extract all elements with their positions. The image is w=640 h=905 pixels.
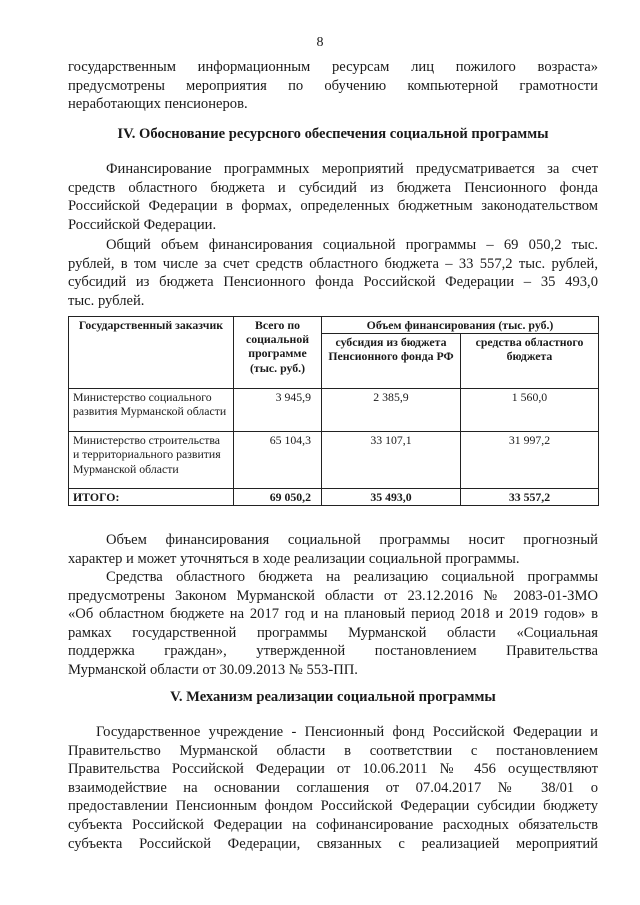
cell-total: 65 104,3 bbox=[234, 432, 322, 489]
cell-regional: 1 560,0 bbox=[461, 389, 599, 432]
text-line: государственным информационным ресурсам лиц пожилого возраста» bbox=[68, 59, 598, 75]
cell-pfr: 33 107,1 bbox=[322, 432, 461, 489]
text-line: «Об областном бюджете на 2017 год и на плановый период 2018 и 2019 годов» в bbox=[68, 606, 598, 623]
text-line: Средства областного бюджета на реализацию социальной программы bbox=[106, 569, 598, 585]
cell-total-pfr: 35 493,0 bbox=[322, 489, 461, 506]
text-line: Правительство Мурманской области в соответствии с постановлением bbox=[68, 742, 598, 759]
cell-total-sum: 69 050,2 bbox=[234, 489, 322, 506]
header-pfr: субсидия из бюджета Пенсионного фонда РФ bbox=[322, 334, 461, 389]
intro-paragraph bbox=[68, 58, 598, 114]
cell-pfr: 2 385,9 bbox=[322, 389, 461, 432]
text-line: Правительства Российской Федерации от 10.06.2011 № 456 осуществляют bbox=[68, 761, 598, 778]
text-line: субъекта Российской Федерации на софинансирование расходных обязательств bbox=[68, 816, 598, 833]
cell-regional: 31 997,2 bbox=[461, 432, 599, 489]
table-header-row bbox=[69, 317, 599, 334]
table-total-row bbox=[69, 489, 599, 506]
text-line: поддержка граждан», утвержденной постановлением Правительства bbox=[68, 643, 598, 660]
cell-total-label: ИТОГО: bbox=[69, 489, 234, 506]
regional-budget-paragraph bbox=[68, 568, 598, 680]
text-line: средств областного бюджета и субсидий из бюджета Пенсионного фонда bbox=[68, 179, 598, 196]
section-4-paragraph-1 bbox=[68, 160, 598, 234]
section-4-heading: IV. Обоснование ресурсного обеспечения социальной программы bbox=[117, 126, 549, 142]
text-line: субсидий из бюджета Пенсионного фонда Российской Федерации – 35 493,0 bbox=[68, 274, 598, 291]
text-line: субъекта Российской Федерации, связанных с реализацией мероприятий bbox=[68, 835, 598, 852]
section-5-paragraph-1 bbox=[68, 723, 598, 853]
cell-customer: Министерство социального развития Мурманской области bbox=[69, 389, 234, 432]
table-row bbox=[69, 432, 599, 489]
text-line: неработающих пенсионеров. bbox=[68, 96, 248, 113]
header-volume: Объем финансирования (тыс. руб.) bbox=[322, 317, 599, 334]
cell-total: 3 945,9 bbox=[234, 389, 322, 432]
text-line: характер и может уточняться в ходе реализации социальной программы. bbox=[68, 550, 520, 567]
text-line: взаимодействие на основании соглашения от 07.04.2017 № 38/01 о bbox=[68, 779, 598, 796]
text-line: рамках государственной программы Мурманской области «Социальная bbox=[68, 624, 598, 641]
cell-total-regional: 33 557,2 bbox=[461, 489, 599, 506]
text-line: предусмотрены Законом Мурманской области от 23.12.2016 № 2083-01-ЗМО bbox=[68, 587, 598, 604]
text-line: Государственное учреждение - Пенсионный фонд Российской Федерации и bbox=[96, 724, 598, 740]
text-line: Общий объем финансирования социальной программы – 69 050,2 тыс. bbox=[106, 237, 598, 253]
section-4-paragraph-2 bbox=[68, 236, 598, 310]
header-total: Всего по социальной программе (тыс. руб.) bbox=[234, 317, 322, 389]
text-line: Финансирование программных мероприятий предусматривается за счет bbox=[106, 161, 598, 177]
text-line: Объем финансирования социальной программы носит прогнозный bbox=[106, 532, 598, 548]
text-line: рублей, в том числе за счет средств областного бюджета – 33 557,2 тыс. рублей, bbox=[68, 255, 598, 272]
text-line: тыс. рублей. bbox=[68, 292, 145, 309]
header-regional: средства областного бюджета bbox=[461, 334, 599, 389]
page-number: 8 bbox=[316, 35, 324, 50]
financing-table bbox=[68, 316, 599, 506]
text-line: Российской Федерации. bbox=[68, 216, 217, 233]
text-line: Мурманской области от 30.09.2013 № 553-ПП. bbox=[68, 661, 358, 678]
forecast-paragraph bbox=[68, 531, 598, 568]
header-customer: Государственный заказчик bbox=[69, 317, 234, 389]
text-line: предоставлении Пенсионным фондом Российской Федерации субсидии бюджету bbox=[68, 798, 598, 815]
cell-customer: Министерство строительства и территориального развития Мурманской области bbox=[69, 432, 234, 489]
table-row bbox=[69, 389, 599, 432]
text-line: Российской Федерации в формах, определенных бюджетным законодательством bbox=[68, 198, 598, 215]
section-5-heading: V. Механизм реализации социальной программы bbox=[170, 689, 496, 705]
text-line: предусмотрены мероприятия по обучению компьютерной грамотности bbox=[68, 77, 598, 94]
